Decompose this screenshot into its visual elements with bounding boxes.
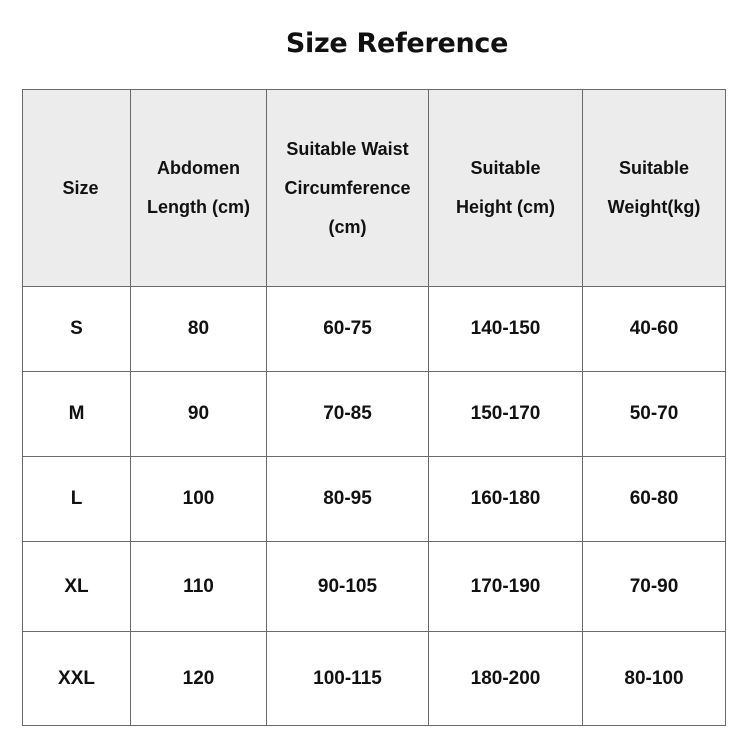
cell-waist: 80-95	[267, 457, 429, 542]
cell-waist: 70-85	[267, 372, 429, 457]
cell-abdomen-length: 80	[131, 287, 267, 372]
cell-abdomen-length: 120	[131, 632, 267, 726]
cell-abdomen-length: 90	[131, 372, 267, 457]
cell-height: 140-150	[429, 287, 583, 372]
cell-abdomen-length: 110	[131, 542, 267, 632]
table-row	[23, 287, 726, 372]
header-waist-circumference: Suitable Waist Circumference (cm)	[267, 90, 429, 287]
table-row	[23, 542, 726, 632]
cell-size: M	[23, 372, 131, 457]
cell-height: 170-190	[429, 542, 583, 632]
cell-height: 150-170	[429, 372, 583, 457]
cell-waist: 90-105	[267, 542, 429, 632]
cell-size: L	[23, 457, 131, 542]
cell-weight: 70-90	[583, 542, 726, 632]
table-row	[23, 632, 726, 726]
cell-height: 180-200	[429, 632, 583, 726]
header-abdomen-length: Abdomen Length (cm)	[131, 90, 267, 287]
cell-size: XXL	[23, 632, 131, 726]
table-header-row	[23, 90, 726, 287]
header-height: Suitable Height (cm)	[429, 90, 583, 287]
header-weight: Suitable Weight(kg)	[583, 90, 726, 287]
cell-size: S	[23, 287, 131, 372]
size-reference-table	[22, 89, 726, 726]
cell-waist: 60-75	[267, 287, 429, 372]
cell-weight: 40-60	[583, 287, 726, 372]
cell-height: 160-180	[429, 457, 583, 542]
cell-abdomen-length: 100	[131, 457, 267, 542]
cell-size: XL	[23, 542, 131, 632]
cell-weight: 60-80	[583, 457, 726, 542]
cell-weight: 50-70	[583, 372, 726, 457]
table-row	[23, 457, 726, 542]
page-title: Size Reference	[285, 28, 509, 59]
cell-waist: 100-115	[267, 632, 429, 726]
table-row	[23, 372, 726, 457]
cell-weight: 80-100	[583, 632, 726, 726]
header-size: Size	[23, 90, 131, 287]
